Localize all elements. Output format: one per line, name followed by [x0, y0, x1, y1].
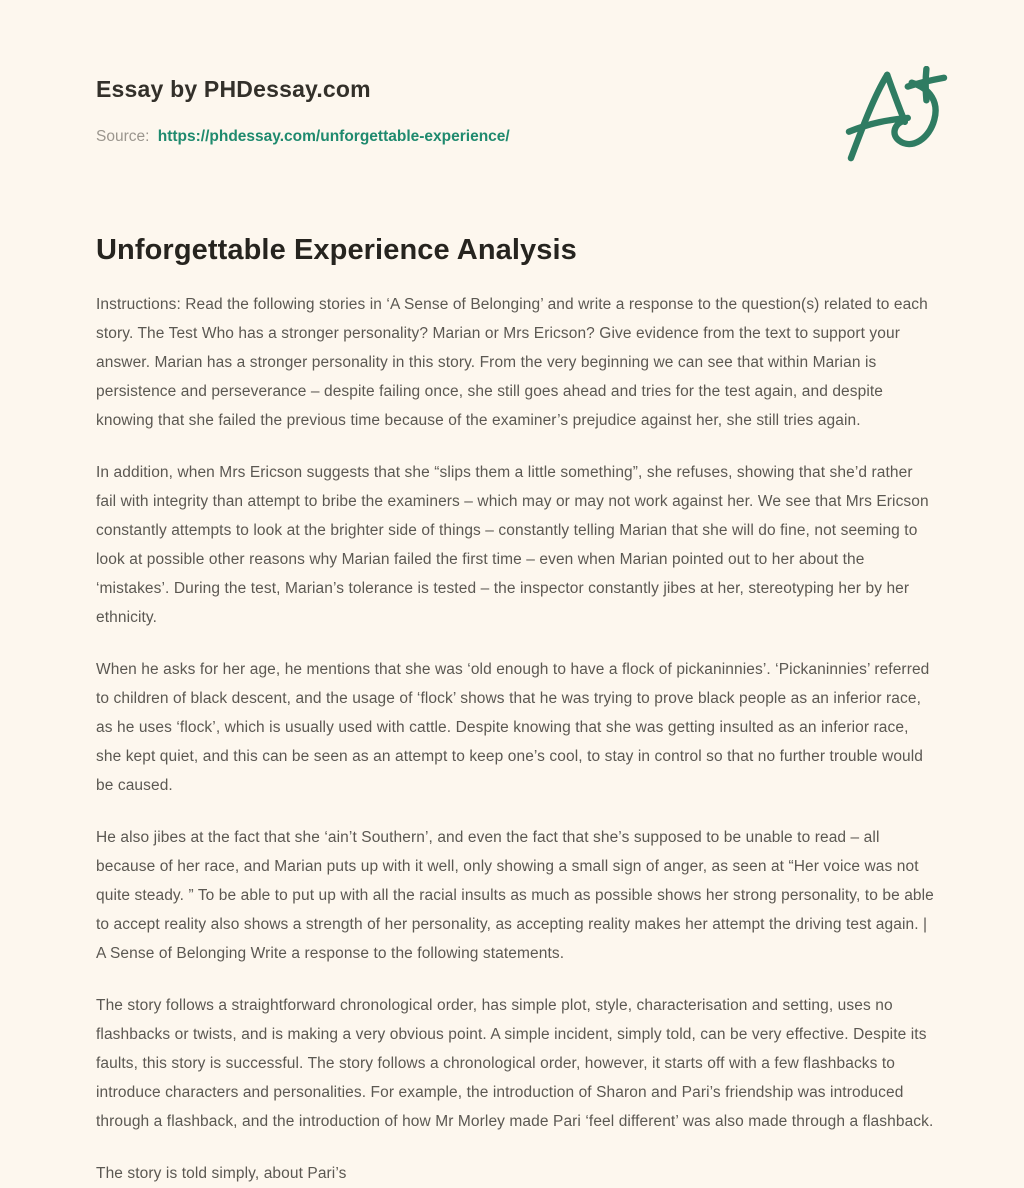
essay-paragraph: The story follows a straightforward chronological order, has simple plot, style, characterisation and setting, uses no flashbacks or twists, and is making a very obvious point. A simple incident, simply told, can be very effective. Despite its faults, this story is successful. The story follows a chronological order, however, it starts off with a few flashbacks to introduce characters and personalities. For example, the introduction of Sharon and Pari’s friendship was introduced through a flashback, and the introduction of how Mr Morley made Pari ‘feel different’ was also made through a flashback. [96, 997, 934, 1130]
essay-title: Unforgettable Experience Analysis [96, 234, 577, 266]
source-link[interactable]: https://phdessay.com/unforgettable-experience/ [157, 128, 510, 145]
source-label: Source: [96, 128, 150, 145]
aplus-logo-icon [843, 66, 951, 164]
essay-paragraph: He also jibes at the fact that she ‘ain’t Southern’, and even the fact that she’s supposed to be unable to read – all because of her race, and Marian puts up with it well, only showing a small sign of anger, as seen at “Her voice was not quite steady. ” To be able to put up with all the racial insults as much as possible shows her strong personality, to be able to accept reality also shows a strength of her personality, as accepting reality makes her attempt the driving test again. | A Sense of Belonging Write a response to the following statements. [96, 829, 934, 962]
essay-paragraph: When he asks for her age, he mentions that she was ‘old enough to have a flock of pickaninnies’. ‘Pickaninnies’ referred to children of black descent, and the usage of ‘flock’ shows that he was trying to prove black people as an inferior race, as he uses ‘flock’, which is usually used with cattle. Despite knowing that she was getting insulted as an inferior race, she kept quiet, and this can be seen as an attempt to keep one’s cool, to stay in control so that no further trouble would be caused. [96, 661, 930, 794]
source-line [96, 128, 937, 146]
page-header [96, 76, 937, 146]
essay-content [96, 234, 937, 1188]
essay-paragraph: In addition, when Mrs Ericson suggests that she “slips them a little something”, she refuses, showing that she’d rather fail with integrity than attempt to bribe the examiners – which may or may not work against her. We see that Mrs Ericson constantly attempts to look at the brighter side of things – constantly telling Marian that she will do fine, not seeming to look at possible other reasons why Marian failed the first time – even when Marian pointed out to her about the ‘mistakes’. During the test, Marian’s tolerance is tested – the inspector constantly jibes at her, stereotyping her by her ethnicity. [96, 464, 929, 626]
site-title: Essay by PHDessay.com [96, 76, 371, 102]
essay-paragraph: The story is told simply, about Pari’s [96, 1165, 347, 1182]
essay-paragraph: Instructions: Read the following stories in ‘A Sense of Belonging’ and write a response to the question(s) related to each story. The Test Who has a stronger personality? Marian or Mrs Ericson? Give evidence from the text to support your answer. Marian has a stronger personality in this story. From the very beginning we can see that within Marian is persistence and perseverance – despite failing once, she still goes ahead and tries for the test again, and despite knowing that she failed the previous time because of the examiner’s prejudice against her, she still tries again. [96, 296, 928, 429]
